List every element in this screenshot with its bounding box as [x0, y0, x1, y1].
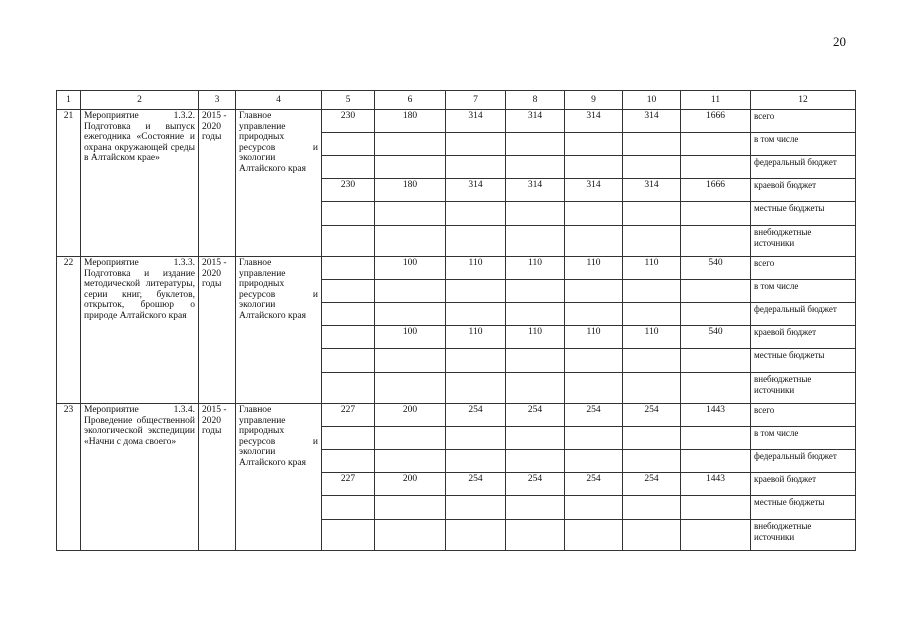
funding-cell: 254 [565, 473, 623, 496]
funding-cell [565, 303, 623, 326]
funding-cell [446, 373, 506, 404]
funding-cell [375, 427, 446, 450]
funding-cell [446, 520, 506, 551]
column-header: 9 [565, 91, 623, 110]
funding-cell [322, 303, 375, 326]
column-header: 7 [446, 91, 506, 110]
funding-cell: 314 [446, 110, 506, 133]
funding-source: местные бюджеты [751, 496, 856, 520]
funding-cell [506, 349, 565, 373]
funding-cell: 100 [375, 326, 446, 349]
funding-source: краевой бюджет [751, 473, 856, 496]
funding-cell [375, 226, 446, 257]
funding-cell [565, 202, 623, 226]
funding-cell: 540 [681, 257, 751, 280]
funding-source: внебюджетные источники [751, 373, 856, 404]
funding-cell [623, 156, 681, 179]
funding-cell [446, 496, 506, 520]
funding-source: внебюджетные источники [751, 226, 856, 257]
funding-source: федеральный бюджет [751, 303, 856, 326]
funding-source: всего [751, 110, 856, 133]
funding-cell: 314 [506, 179, 565, 202]
funding-cell [322, 156, 375, 179]
table-row [57, 110, 856, 133]
funding-cell [565, 349, 623, 373]
funding-cell [506, 450, 565, 473]
funding-cell: 110 [565, 326, 623, 349]
funding-cell: 1666 [681, 179, 751, 202]
funding-cell: 180 [375, 110, 446, 133]
column-header: 6 [375, 91, 446, 110]
event-executor: Главное управление природных ресурсов и экологии Алтайского края [236, 110, 322, 257]
funding-cell: 110 [506, 257, 565, 280]
funding-cell: 254 [623, 473, 681, 496]
funding-cell [506, 520, 565, 551]
funding-cell [623, 427, 681, 450]
funding-cell [565, 280, 623, 303]
funding-cell [375, 156, 446, 179]
funding-cell: 110 [623, 257, 681, 280]
funding-cell: 314 [623, 179, 681, 202]
funding-cell [681, 303, 751, 326]
column-header: 3 [199, 91, 236, 110]
column-header: 5 [322, 91, 375, 110]
funding-cell: 1443 [681, 404, 751, 427]
funding-cell [506, 373, 565, 404]
funding-cell: 314 [565, 179, 623, 202]
funding-cell: 254 [623, 404, 681, 427]
funding-cell [565, 133, 623, 156]
funding-cell: 110 [446, 326, 506, 349]
funding-cell [375, 133, 446, 156]
funding-cell [506, 496, 565, 520]
funding-cell: 100 [375, 257, 446, 280]
funding-cell: 200 [375, 404, 446, 427]
event-number: 22 [57, 257, 81, 404]
event-period: 2015 - 2020 годы [199, 110, 236, 257]
funding-cell [623, 349, 681, 373]
funding-cell [375, 450, 446, 473]
funding-cell [681, 202, 751, 226]
funding-cell [565, 496, 623, 520]
header-row [57, 91, 856, 110]
event-period: 2015 - 2020 годы [199, 257, 236, 404]
event-number: 21 [57, 110, 81, 257]
funding-cell [322, 257, 375, 280]
funding-cell [322, 226, 375, 257]
funding-cell [623, 226, 681, 257]
funding-cell [446, 202, 506, 226]
event-name: Мероприятие 1.3.3. Подготовка и издание методической литературы, серии книг, буклетов, открыток, брошюр о природе Алтайского края [81, 257, 199, 404]
funding-source: местные бюджеты [751, 349, 856, 373]
event-name: Мероприятие 1.3.2. Подготовка и выпуск ежегодника «Состояние и охрана окружающей среды в Алтайском крае» [81, 110, 199, 257]
funding-cell [322, 326, 375, 349]
funding-source: краевой бюджет [751, 179, 856, 202]
funding-cell [506, 133, 565, 156]
column-header: 8 [506, 91, 565, 110]
funding-cell [681, 349, 751, 373]
funding-cell [446, 427, 506, 450]
funding-cell [446, 226, 506, 257]
funding-cell: 230 [322, 110, 375, 133]
funding-source: федеральный бюджет [751, 450, 856, 473]
funding-cell [565, 373, 623, 404]
funding-cell: 314 [623, 110, 681, 133]
funding-source: федеральный бюджет [751, 156, 856, 179]
column-header: 2 [81, 91, 199, 110]
funding-cell [506, 303, 565, 326]
funding-cell [446, 133, 506, 156]
funding-cell: 110 [506, 326, 565, 349]
funding-source: всего [751, 404, 856, 427]
funding-cell [681, 133, 751, 156]
funding-cell [623, 450, 681, 473]
page-number: 20 [833, 34, 846, 49]
funding-cell [506, 156, 565, 179]
funding-cell: 227 [322, 404, 375, 427]
funding-cell: 180 [375, 179, 446, 202]
funding-cell [506, 202, 565, 226]
funding-cell: 540 [681, 326, 751, 349]
funding-cell [375, 202, 446, 226]
funding-cell [565, 226, 623, 257]
funding-cell [565, 450, 623, 473]
funding-cell [681, 520, 751, 551]
funding-cell [375, 349, 446, 373]
funding-cell [322, 280, 375, 303]
budget-table [56, 90, 856, 551]
funding-cell [322, 373, 375, 404]
funding-source: краевой бюджет [751, 326, 856, 349]
event-executor: Главное управление природных ресурсов и экологии Алтайского края [236, 257, 322, 404]
funding-cell [375, 520, 446, 551]
funding-cell [681, 280, 751, 303]
funding-cell [446, 450, 506, 473]
funding-cell: 1443 [681, 473, 751, 496]
funding-cell [565, 427, 623, 450]
event-executor: Главное управление природных ресурсов и экологии Алтайского края [236, 404, 322, 551]
funding-source: внебюджетные источники [751, 520, 856, 551]
funding-cell: 254 [506, 473, 565, 496]
column-header: 10 [623, 91, 681, 110]
funding-cell [375, 303, 446, 326]
funding-cell: 200 [375, 473, 446, 496]
funding-source: в том числе [751, 133, 856, 156]
funding-cell [623, 280, 681, 303]
funding-cell [375, 496, 446, 520]
funding-cell [506, 427, 565, 450]
funding-cell: 314 [446, 179, 506, 202]
funding-source: в том числе [751, 280, 856, 303]
funding-cell [375, 280, 446, 303]
funding-cell [322, 202, 375, 226]
funding-cell [322, 133, 375, 156]
funding-cell [322, 496, 375, 520]
funding-cell: 110 [446, 257, 506, 280]
funding-cell: 110 [623, 326, 681, 349]
funding-cell: 314 [506, 110, 565, 133]
funding-cell [565, 156, 623, 179]
table-body [57, 110, 856, 551]
funding-cell [565, 520, 623, 551]
funding-cell: 314 [565, 110, 623, 133]
funding-cell [322, 450, 375, 473]
funding-cell [322, 520, 375, 551]
funding-cell [446, 349, 506, 373]
funding-cell [681, 427, 751, 450]
funding-cell: 254 [446, 473, 506, 496]
table-row [57, 257, 856, 280]
funding-cell: 254 [446, 404, 506, 427]
funding-cell [681, 450, 751, 473]
funding-cell [322, 349, 375, 373]
event-name: Мероприятие 1.3.4. Проведение общественной экологической экспедиции «Начни с дома своего» [81, 404, 199, 551]
funding-cell [375, 373, 446, 404]
table-row [57, 404, 856, 427]
funding-cell [623, 520, 681, 551]
funding-cell [623, 133, 681, 156]
funding-source: всего [751, 257, 856, 280]
funding-cell: 254 [565, 404, 623, 427]
funding-cell [681, 496, 751, 520]
funding-cell: 110 [565, 257, 623, 280]
funding-cell: 1666 [681, 110, 751, 133]
funding-cell: 230 [322, 179, 375, 202]
funding-cell [623, 303, 681, 326]
funding-cell [681, 373, 751, 404]
funding-cell [446, 156, 506, 179]
funding-cell [322, 427, 375, 450]
event-period: 2015 - 2020 годы [199, 404, 236, 551]
funding-cell [623, 373, 681, 404]
funding-cell [446, 280, 506, 303]
column-header: 4 [236, 91, 322, 110]
funding-cell: 227 [322, 473, 375, 496]
funding-source: в том числе [751, 427, 856, 450]
funding-cell [506, 226, 565, 257]
event-number: 23 [57, 404, 81, 551]
funding-source: местные бюджеты [751, 202, 856, 226]
funding-cell [623, 496, 681, 520]
funding-cell [681, 226, 751, 257]
funding-cell [681, 156, 751, 179]
funding-cell [506, 280, 565, 303]
column-header: 1 [57, 91, 81, 110]
funding-cell [446, 303, 506, 326]
column-header: 12 [751, 91, 856, 110]
column-header: 11 [681, 91, 751, 110]
funding-cell: 254 [506, 404, 565, 427]
funding-cell [623, 202, 681, 226]
